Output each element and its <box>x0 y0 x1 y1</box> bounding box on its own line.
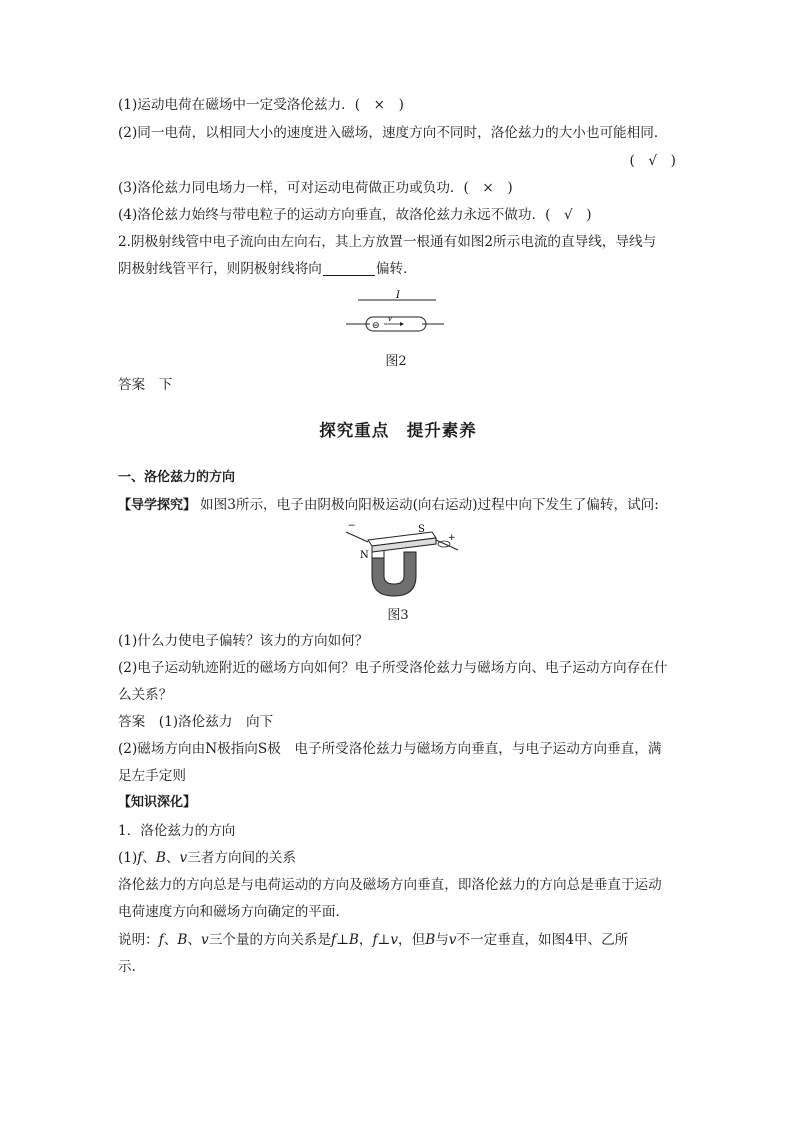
figure-3-magnet-tube <box>340 518 460 598</box>
guide-text: 如图3所示，电子由阴极向阳极运动(向右运动)过程中向下发生了偏转，试问: <box>200 497 659 513</box>
k2-text: 三者方向间的关系 <box>187 850 296 866</box>
k5-s1: 、 <box>163 932 178 948</box>
answer-b: (2)磁场方向由N极指向S极 电子所受洛伦兹力与磁场方向垂直，与电子运动方向垂直，满 <box>118 741 662 757</box>
guide-label: 【导学探究】 <box>118 498 197 513</box>
k5-perp1: ⊥ <box>336 932 349 948</box>
question-2-line-1: 2.阴极射线管中电子流向由左向右，其上方放置一根通有如图2所示电流的直导线，导线与 <box>118 234 657 250</box>
velocity-label: v <box>388 315 392 323</box>
statement-4: (4)洛伦兹力始终与带电粒子的运动方向垂直，故洛伦兹力永远不做功．( √ ) <box>118 207 592 223</box>
answer-c: 足左手定则 <box>118 768 186 784</box>
electron-symbol: ⊖ <box>372 321 380 331</box>
k5-b: 三个量的方向关系是 <box>208 932 332 948</box>
statement-2-mark: ( √ ) <box>629 153 676 169</box>
k5-B: B <box>177 932 188 948</box>
knowledge-4: 电荷速度方向和磁场方向确定的平面． <box>118 904 350 920</box>
question-a1: (1)什么力使电子偏转？该力的方向如何？ <box>118 633 369 649</box>
question-2-text: 阴极射线管平行，则阴极射线将向 <box>118 261 322 277</box>
statement-3: (3)洛伦兹力同电场力一样，可对运动电荷做正功或负功．( × ) <box>118 180 513 196</box>
var-v: v <box>179 850 188 866</box>
knowledge-6: 示． <box>118 959 146 975</box>
statement-2: (2)同一电荷，以相同大小的速度进入磁场，速度方向不同时，洛伦兹力的大小也可能相同． <box>118 125 668 141</box>
cathode-lead <box>346 532 368 542</box>
k5-c: ， <box>358 932 373 948</box>
k5-f: f <box>158 932 164 948</box>
knowledge-1: 1．洛伦兹力的方向 <box>118 823 236 839</box>
k5-f3: f <box>372 932 378 948</box>
south-label: S <box>418 524 425 535</box>
figure-2-cathode-ray-tube <box>346 286 446 346</box>
north-label: N <box>360 550 369 561</box>
k2-sep1: 、 <box>142 850 156 866</box>
k5-B3: B <box>425 932 436 948</box>
k5-B2: B <box>348 932 359 948</box>
velocity-arrow-head <box>400 322 404 326</box>
answer-blank <box>323 261 375 276</box>
question-2-line-2 <box>118 260 417 278</box>
knowledge-2 <box>118 849 296 867</box>
k5-g: 不一定垂直，如图4甲、乙所 <box>456 932 629 948</box>
k5-d: ，但 <box>398 932 426 948</box>
k5-f2: f <box>331 932 337 948</box>
guide-paragraph <box>118 496 659 515</box>
section-title: 探究重点 提升素养 <box>319 421 477 440</box>
minus-label: − <box>348 521 356 531</box>
var-B: B <box>155 850 166 866</box>
knowledge-3: 洛伦兹力的方向总是与电荷运动的方向及磁场方向垂直，即洛伦兹力的方向总是垂直于运动 <box>118 877 662 893</box>
answer-a: 答案 (1)洛伦兹力 向下 <box>118 714 274 730</box>
answer-2: 答案 下 <box>118 377 173 393</box>
current-label: I <box>396 290 400 301</box>
var-f: f <box>137 850 143 866</box>
k5-v2: v <box>390 932 399 948</box>
k2-sep2: 、 <box>165 850 180 866</box>
k5-v3: v <box>448 932 457 948</box>
k5-e: 与 <box>435 932 449 948</box>
figure-3-caption: 图3 <box>387 608 409 623</box>
k5-a: 说明： <box>118 932 159 948</box>
k5-v: v <box>201 932 209 948</box>
question-a2-line-2: 么关系？ <box>118 687 173 703</box>
knowledge-5 <box>118 931 628 949</box>
subsection-1: 一、洛伦兹力的方向 <box>118 470 236 485</box>
k2-prefix: (1) <box>118 850 138 866</box>
question-a2-line-1: (2)电子运动轨迹附近的磁场方向如何？电子所受洛伦兹力与磁场方向、电子运动方向存在什 <box>118 660 668 676</box>
k5-s2: 、 <box>187 932 202 948</box>
k5-perp2: ⊥ <box>377 932 391 948</box>
figure-2-caption: 图2 <box>385 354 407 369</box>
statement-1: (1)运动电荷在磁场中一定受洛伦兹力．( × ) <box>118 97 404 113</box>
knowledge-label: 【知识深化】 <box>118 795 197 810</box>
plus-label: + <box>448 533 456 543</box>
question-2-end: 偏转． <box>375 261 417 277</box>
